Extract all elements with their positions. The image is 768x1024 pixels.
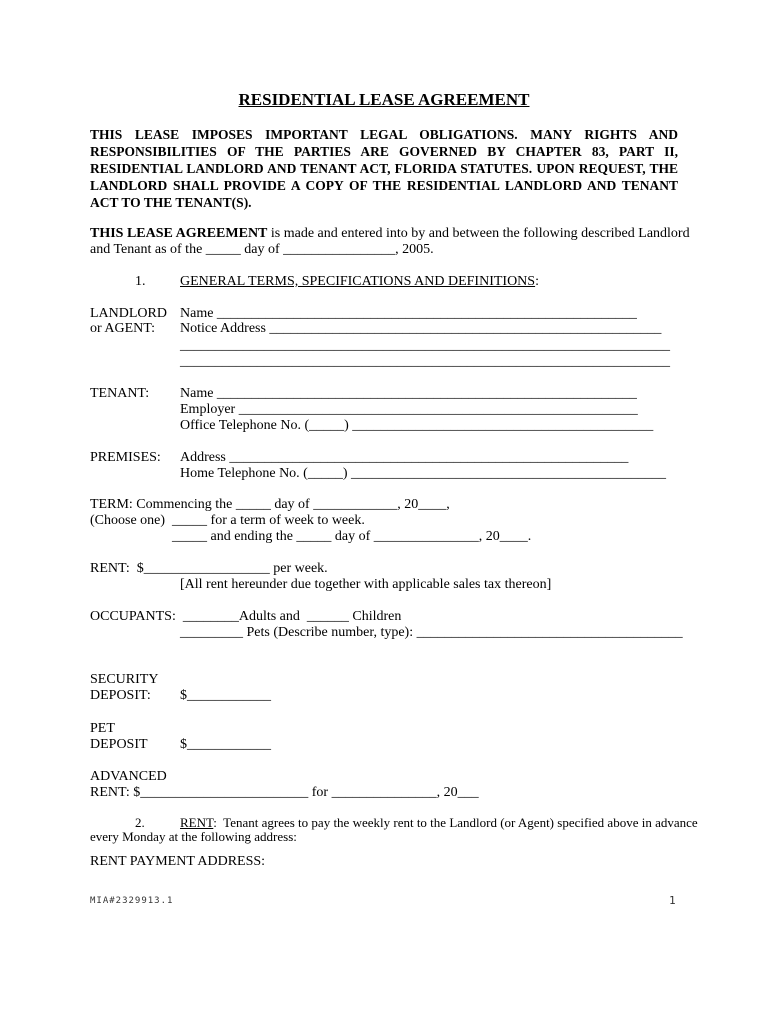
advanced-rent-label: ADVANCED (90, 769, 167, 784)
page-number: 1 (669, 894, 676, 907)
occupants-pets-line: _________ Pets (Describe number, type): ______________________________________ (180, 625, 683, 640)
intro-rest: is made and entered into by and between the following described Landlord (267, 226, 690, 241)
premises-address-field: Address _________________________________________________________ (180, 450, 629, 465)
tenant-office-phone-field: Office Telephone No. (_____) ___________________________________________ (180, 418, 654, 433)
agent-label: or AGENT: (90, 321, 156, 336)
security-label-2: DEPOSIT: (90, 688, 151, 703)
intro-line-2: and Tenant as of the _____ day of ________________, 2005. (90, 242, 434, 257)
landlord-address-blank-2: ______________________________________________________________________ (180, 354, 670, 369)
intro-bold: THIS LEASE AGREEMENT (90, 226, 268, 241)
premises-label: PREMISES: (90, 450, 161, 465)
section-2-rest: : Tenant agrees to pay the weekly rent to the Landlord (or Agent) specified above in advance (213, 815, 698, 830)
tenant-name-field: Name ____________________________________________________________ (180, 386, 637, 401)
rent-line-1: RENT: $__________________ per week. (90, 561, 328, 576)
section-2-heading: RENT (180, 815, 214, 830)
intro-line-1 (90, 226, 690, 242)
landlord-notice-address-field: Notice Address ________________________________________________________ (180, 321, 662, 336)
term-line-2: (Choose one) _____ for a term of week to week. (90, 513, 365, 528)
tenant-label: TENANT: (90, 386, 150, 401)
section-2-line-2: every Monday at the following address: (90, 829, 297, 844)
landlord-address-blank-1: ______________________________________________________________________ (180, 338, 670, 353)
advanced-rent-line: RENT: $________________________ for _______________, 20___ (90, 785, 479, 800)
rent-payment-address-label: RENT PAYMENT ADDRESS: (90, 854, 266, 869)
pet-label-1: PET (90, 721, 115, 736)
term-line-3: _____ and ending the _____ day of _______________, 20____. (172, 529, 532, 544)
premises-home-phone-field: Home Telephone No. (_____) _____________________________________________ (180, 466, 667, 481)
landlord-label: LANDLORD (90, 306, 167, 321)
document-title: RESIDENTIAL LEASE AGREEMENT (238, 90, 530, 109)
occupants-line-1: OCCUPANTS: ________Adults and ______ Children (90, 609, 402, 624)
section-2-line-1 (180, 816, 698, 830)
rent-line-2: [All rent hereunder due together with applicable sales tax thereon] (180, 577, 552, 592)
document-id: MIA#2329913.1 (90, 896, 174, 906)
security-label-1: SECURITY (90, 672, 159, 687)
section-2-number: 2. (135, 815, 145, 830)
section-1-colon: : (535, 274, 539, 289)
tenant-employer-field: Employer _________________________________________________________ (180, 402, 638, 417)
pet-deposit-field: $____________ (180, 737, 271, 752)
section-1-heading: GENERAL TERMS, SPECIFICATIONS AND DEFINITIONS (180, 274, 536, 289)
term-line-1: TERM: Commencing the _____ day of ____________, 20____, (90, 497, 450, 512)
section-1-heading-line (180, 274, 539, 290)
security-deposit-field: $____________ (180, 688, 271, 703)
section-1-number: 1. (135, 274, 146, 289)
landlord-name-field: Name ____________________________________________________________ (180, 306, 637, 321)
legal-notice: THIS LEASE IMPOSES IMPORTANT LEGAL OBLIGATIONS. MANY RIGHTS AND RESPONSIBILITIES OF THE PARTIES ARE GOVERNED BY CHAPTER 83, PART II, RESIDENTIAL LANDLORD AND TENANT ACT, FLORIDA STATUTES. UPON REQUEST, THE LANDLORD SHALL PROVIDE A COPY OF THE RESIDENTIAL LANDLORD AND TENANT ACT TO THE TENANT(S). (90, 127, 678, 210)
pet-label-2: DEPOSIT (90, 737, 148, 752)
